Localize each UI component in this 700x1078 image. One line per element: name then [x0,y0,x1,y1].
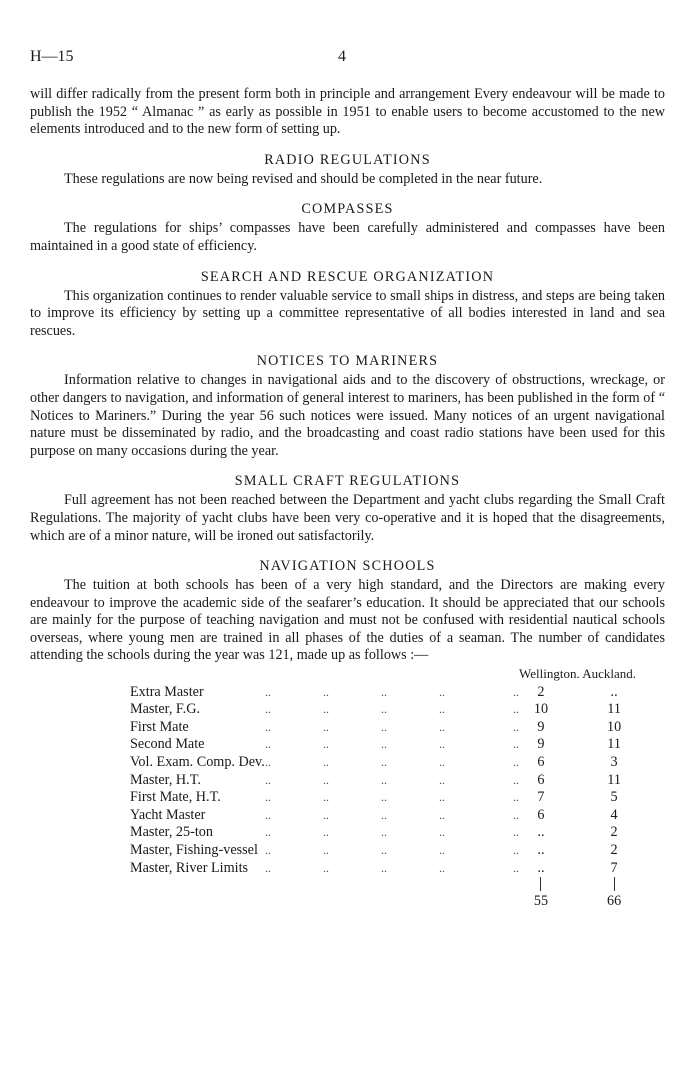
leader-dots: .. [513,807,519,822]
wellington-count: 6 [537,806,545,823]
compasses-text: The regulations for ships’ compasses have been carefully administered and compasses have been maintained in a good state of efficiency. [30,220,665,254]
table-row [130,754,636,772]
leader-dots: .. [381,807,387,822]
table-header-row [130,665,636,684]
table-row [130,684,636,702]
leader-dots: .. [381,860,387,875]
auckland-count: 11 [607,736,621,753]
leader-dots: .. [439,719,445,734]
navigation-schools-heading: NAVIGATION SCHOOLS [259,558,436,575]
leader-dots: .. [323,860,329,875]
leader-dots: .. [323,719,329,734]
leader-dots: .. [513,755,519,770]
wellington-count: 9 [537,718,545,735]
auckland-count: 3 [610,754,618,771]
leader-dots: .. [323,772,329,787]
notices-mariners-text: Information relative to changes in navigational aids and to the discovery of obstructions, wreckage, or other dangers to navigation, and information of general interest to mariners, has been published in the form of “ Notices to Mariners.” During the year 56 such notices were issued. Many notices of an urgent navigational nature must be disseminated by radio, and the broadcasting and coast radio stations have been used for this purpose on many occasions during the year. [30,372,665,459]
table-row [130,736,636,754]
notices-mariners-heading: NOTICES TO MARINERS [256,353,439,370]
auckland-total: 66 [607,893,622,910]
candidates-table [130,665,636,911]
leader-dots: .. [381,702,387,717]
wellington-count: .. [537,824,545,841]
candidate-class-label: First Mate [130,718,189,735]
table-row [130,701,636,719]
leader-dots: .. [439,702,445,717]
leader-dots: .. [265,737,271,752]
auckland-count: 11 [607,701,621,718]
leader-dots: .. [439,737,445,752]
search-rescue-text: This organization continues to render valuable service to small ships in distress, and steps are being taken to improve its efficiency by setting up a committee representative of all bodies interested in land and sea rescues. [30,287,665,339]
table-body [130,684,636,878]
leader-dots: .. [265,825,271,840]
leader-dots: .. [265,684,271,699]
candidate-class-label: Vol. Exam. Comp. Dev. [130,754,265,771]
table-row [130,807,636,825]
table-row [130,789,636,807]
page-header [30,40,665,68]
auckland-count: 7 [610,859,618,876]
leader-dots: .. [381,737,387,752]
table-row [130,842,636,860]
auckland-count: 11 [607,771,621,788]
compasses-heading: COMPASSES [301,201,394,218]
leader-dots: .. [265,790,271,805]
wellington-total: 55 [533,893,549,910]
total-rule-row [130,877,636,891]
leader-dots: .. [381,772,387,787]
leader-dots: .. [439,684,445,699]
candidate-class-label: First Mate, H.T. [130,789,221,806]
leader-dots: .. [381,684,387,699]
leader-dots: .. [513,737,519,752]
candidate-class-label: Master, Fishing-vessel [130,842,258,858]
leader-dots: .. [439,843,445,857]
leader-dots: .. [381,719,387,734]
leader-dots: .. [323,825,329,840]
leader-dots: .. [439,807,445,822]
auckland-count: 2 [610,842,618,858]
search-rescue-heading: SEARCH AND RESCUE ORGANIZATION [200,268,495,285]
leader-dots: .. [513,702,519,717]
auckland-count: 10 [607,718,622,735]
leader-dots: .. [439,825,445,840]
candidate-class-label: Second Mate [130,736,205,753]
leader-dots: .. [323,702,329,717]
wellington-count: 6 [537,771,545,788]
leader-dots: .. [265,719,271,734]
candidate-class-label: Extra Master [130,683,204,700]
intro-paragraph: will differ radically from the present form both in principle and arrangement Every endeavour will be made to publish the 1952 “ Almanac ” as early as possible in 1951 to enable users to become accustomed to the new elements introduced and to the new form of setting up. [30,86,665,138]
leader-dots: .. [381,825,387,840]
candidate-class-label: Master, H.T. [130,771,201,788]
wellington-count: 10 [533,701,549,718]
wellington-count: .. [537,842,545,858]
leader-dots: .. [381,755,387,770]
leader-dots: .. [323,755,329,770]
wellington-count: 6 [537,754,545,771]
wellington-count: 7 [537,789,545,806]
table-row [130,824,636,842]
table-row [130,719,636,737]
leader-dots: .. [513,790,519,805]
table-row [130,772,636,790]
leader-dots: .. [513,719,519,734]
document-code: H—15 [30,48,74,65]
auckland-column-header: Auckland. [582,666,637,682]
document-page [30,40,665,911]
leader-dots: .. [265,702,271,717]
leader-dots: .. [439,790,445,805]
leader-dots: .. [323,807,329,822]
candidate-class-label: Master, 25-ton [130,824,213,841]
small-craft-heading: SMALL CRAFT REGULATIONS [234,473,461,490]
leader-dots: .. [513,684,519,699]
leader-dots: .. [265,755,271,770]
candidate-class-label: Master, River Limits [130,859,249,876]
leader-dots: .. [513,860,519,875]
leader-dots: .. [513,825,519,840]
candidate-class-label: Master, F.G. [130,701,201,718]
wellington-count: 2 [537,683,545,700]
leader-dots: .. [323,790,329,805]
leader-dots: .. [381,790,387,805]
page-number: 4 [338,48,346,65]
wellington-count: 9 [537,736,545,753]
navigation-schools-text: The tuition at both schools has been of a very high standard, and the Directors are making every endeavour to improve the academic side of the seafarer’s education. It should be appreciated that our schools are mainly for the purpose of teaching navigation and must not be confused with residential nautical schools overseas, where young men are trained in all phases of the duties of a seaman. The number of candidates attending the schools during the year was 121, made up as follows :— [30,577,665,664]
auckland-count: 4 [610,806,618,823]
leader-dots: .. [323,684,329,699]
leader-dots: .. [265,807,271,822]
total-row [130,891,636,911]
leader-dots: .. [265,860,271,875]
wellington-total-rule [540,877,541,891]
leader-dots: .. [513,843,519,857]
leader-dots: .. [323,737,329,752]
leader-dots: .. [439,755,445,770]
leader-dots: .. [439,772,445,787]
leader-dots: .. [439,860,445,875]
auckland-count: 5 [610,789,618,806]
table-row [130,860,636,878]
radio-regulations-text: These regulations are now being revised and should be completed in the near future. [64,170,543,187]
leader-dots: .. [513,772,519,787]
leader-dots: .. [265,772,271,787]
candidate-class-label: Yacht Master [130,806,206,823]
leader-dots: .. [265,843,271,857]
leader-dots: .. [323,843,329,857]
auckland-count: 2 [610,824,618,841]
auckland-count: .. [610,683,618,700]
wellington-column-header: Wellington. [519,666,580,682]
leader-dots: .. [381,843,387,857]
radio-regulations-heading: RADIO REGULATIONS [264,151,431,168]
wellington-count: .. [537,859,545,876]
auckland-total-rule [614,877,615,891]
small-craft-text: Full agreement has not been reached between the Department and yacht clubs regarding the Small Craft Regulations. The majority of yacht clubs have been very co-operative and it is hoped that the disagreements, which are of a minor nature, will be ironed out satisfactorily. [30,492,665,544]
